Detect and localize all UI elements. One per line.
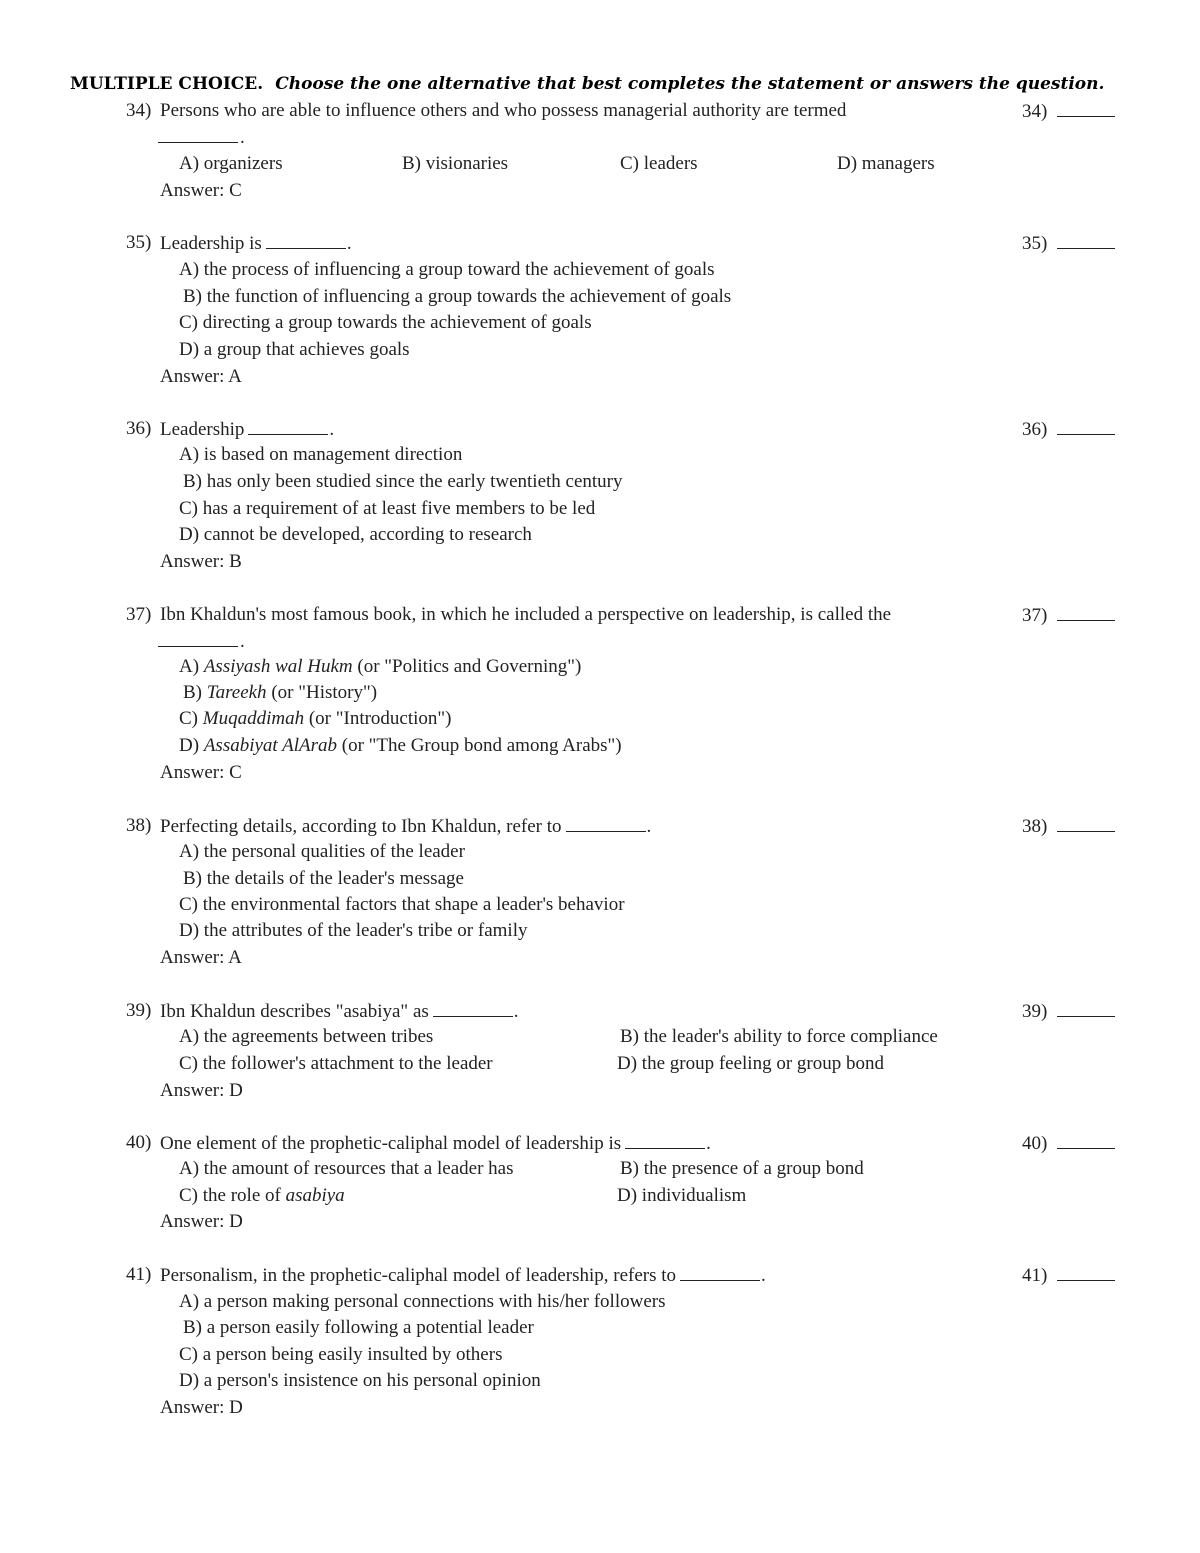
section-header bbox=[70, 74, 1150, 94]
option-letter: C) bbox=[179, 708, 203, 729]
option-text: (or "Politics and Governing") bbox=[352, 656, 582, 677]
question-stem-line bbox=[160, 815, 651, 838]
question-stem: Leadership is bbox=[160, 233, 262, 254]
answer-key: Answer: B bbox=[160, 551, 242, 572]
question-number: 41) bbox=[126, 1264, 152, 1285]
side-number: 38) bbox=[1022, 816, 1048, 837]
side-number: 36) bbox=[1022, 419, 1048, 440]
section-title: MULTIPLE CHOICE. bbox=[70, 74, 264, 94]
stem-end: . bbox=[329, 419, 335, 440]
answer-blank-label bbox=[1022, 100, 1115, 123]
question-stem: Leadership bbox=[160, 419, 245, 440]
question-stem: One element of the prophetic-caliphal model of leadership is bbox=[160, 1133, 622, 1154]
question-number: 37) bbox=[126, 604, 152, 625]
book-title: Tareekh bbox=[206, 682, 267, 703]
fill-blank bbox=[158, 126, 238, 143]
option-d[interactable]: D) individualism bbox=[617, 1185, 747, 1206]
answer-key: Answer: A bbox=[160, 947, 242, 968]
option-b[interactable]: B) visionaries bbox=[402, 153, 509, 174]
fill-blank bbox=[248, 418, 328, 435]
answer-blank-label bbox=[1022, 1264, 1115, 1287]
option-d[interactable]: D) the group feeling or group bond bbox=[617, 1053, 884, 1074]
answer-key: Answer: A bbox=[160, 366, 242, 387]
answer-blank[interactable] bbox=[1057, 100, 1115, 117]
option-a[interactable] bbox=[179, 656, 581, 678]
option-c[interactable]: C) the environmental factors that shape a leader's behavior bbox=[179, 894, 625, 915]
answer-blank-label bbox=[1022, 604, 1115, 627]
question-stem-line bbox=[160, 418, 334, 441]
book-title: Assabiyat AlArab bbox=[203, 735, 337, 756]
side-number: 35) bbox=[1022, 233, 1048, 254]
option-a[interactable]: A) a person making personal connections with his/her followers bbox=[179, 1291, 666, 1312]
option-c[interactable] bbox=[179, 1185, 345, 1207]
fill-blank bbox=[266, 232, 346, 249]
answer-blank[interactable] bbox=[1057, 604, 1115, 621]
option-c[interactable]: C) leaders bbox=[620, 153, 698, 174]
option-c[interactable]: C) a person being easily insulted by others bbox=[179, 1344, 503, 1365]
stem-end: . bbox=[240, 127, 245, 148]
option-a[interactable]: A) the personal qualities of the leader bbox=[179, 841, 465, 862]
answer-blank[interactable] bbox=[1057, 232, 1115, 249]
answer-blank[interactable] bbox=[1057, 1000, 1115, 1017]
fill-blank bbox=[566, 815, 646, 832]
option-b[interactable]: B) has only been studied since the early twentieth century bbox=[183, 471, 623, 492]
answer-blank-label bbox=[1022, 232, 1115, 255]
stem-blank-line bbox=[158, 630, 245, 653]
stem-end: . bbox=[513, 1001, 519, 1022]
question-stem: Persons who are able to influence others and who possess managerial authority are termed bbox=[160, 100, 847, 121]
fill-blank bbox=[158, 630, 238, 647]
stem-end: . bbox=[346, 233, 352, 254]
side-number: 34) bbox=[1022, 101, 1048, 122]
option-d[interactable] bbox=[179, 735, 622, 757]
option-a[interactable]: A) the amount of resources that a leader has bbox=[179, 1158, 514, 1179]
option-b[interactable]: B) the details of the leader's message bbox=[183, 868, 464, 889]
option-b[interactable]: B) the leader's ability to force compliance bbox=[620, 1026, 938, 1047]
answer-blank-label bbox=[1022, 1132, 1115, 1155]
option-b[interactable]: B) the presence of a group bond bbox=[620, 1158, 864, 1179]
stem-end: . bbox=[240, 631, 245, 652]
stem-blank-line bbox=[158, 126, 245, 149]
option-d[interactable]: D) managers bbox=[837, 153, 935, 174]
question-number: 36) bbox=[126, 418, 152, 439]
option-b[interactable]: B) a person easily following a potential leader bbox=[183, 1317, 534, 1338]
option-d[interactable]: D) a person's insistence on his personal opinion bbox=[179, 1370, 541, 1391]
option-b[interactable] bbox=[183, 682, 377, 704]
option-d[interactable]: D) the attributes of the leader's tribe or family bbox=[179, 920, 528, 941]
option-letter: B) bbox=[183, 682, 207, 703]
side-number: 37) bbox=[1022, 605, 1048, 626]
book-title: Assiyash wal Hukm bbox=[203, 656, 353, 677]
answer-key: Answer: D bbox=[160, 1211, 243, 1232]
question-number: 38) bbox=[126, 815, 152, 836]
question-stem-line bbox=[160, 1264, 766, 1287]
option-c[interactable]: C) has a requirement of at least five members to be led bbox=[179, 498, 596, 519]
question-stem: Perfecting details, according to Ibn Khaldun, refer to bbox=[160, 816, 562, 837]
side-number: 40) bbox=[1022, 1133, 1048, 1154]
option-a[interactable]: A) the agreements between tribes bbox=[179, 1026, 434, 1047]
answer-blank[interactable] bbox=[1057, 1132, 1115, 1149]
question-stem-line bbox=[160, 232, 352, 255]
stem-end: . bbox=[761, 1265, 766, 1286]
question-stem: Ibn Khaldun describes "asabiya" as bbox=[160, 1001, 429, 1022]
question-stem: Ibn Khaldun's most famous book, in which he included a perspective on leadership, is called the bbox=[160, 604, 892, 625]
question-number: 39) bbox=[126, 1000, 152, 1021]
answer-blank-label bbox=[1022, 815, 1115, 838]
italic-term: asabiya bbox=[285, 1185, 345, 1206]
answer-key: Answer: D bbox=[160, 1080, 243, 1101]
answer-key: Answer: D bbox=[160, 1397, 243, 1418]
option-letter: D) bbox=[179, 735, 204, 756]
stem-end: . bbox=[646, 816, 652, 837]
answer-blank[interactable] bbox=[1057, 1264, 1115, 1281]
option-d[interactable]: D) a group that achieves goals bbox=[179, 339, 410, 360]
fill-blank bbox=[680, 1264, 760, 1281]
question-number: 40) bbox=[126, 1132, 152, 1153]
option-c[interactable]: C) directing a group towards the achievement of goals bbox=[179, 312, 592, 333]
option-a[interactable]: A) is based on management direction bbox=[179, 444, 463, 465]
option-a[interactable]: A) organizers bbox=[179, 153, 283, 174]
fill-blank bbox=[433, 1000, 513, 1017]
option-d[interactable]: D) cannot be developed, according to research bbox=[179, 524, 532, 545]
answer-blank-label bbox=[1022, 418, 1115, 441]
option-text: (or "The Group bond among Arabs") bbox=[337, 735, 622, 756]
stem-end: . bbox=[706, 1133, 711, 1154]
answer-key: Answer: C bbox=[160, 180, 242, 201]
section-instruction: Choose the one alternative that best completes the statement or answers the question. bbox=[275, 74, 1105, 94]
option-a[interactable]: A) the process of influencing a group toward the achievement of goals bbox=[179, 259, 715, 280]
question-number: 34) bbox=[126, 100, 152, 121]
answer-blank[interactable] bbox=[1057, 815, 1115, 832]
side-number: 41) bbox=[1022, 1265, 1048, 1286]
question-number: 35) bbox=[126, 232, 152, 253]
option-b[interactable]: B) the function of influencing a group towards the achievement of goals bbox=[183, 286, 732, 307]
side-number: 39) bbox=[1022, 1001, 1048, 1022]
question-stem: Personalism, in the prophetic-caliphal model of leadership, refers to bbox=[160, 1265, 677, 1286]
question-stem-line bbox=[160, 1000, 519, 1023]
answer-blank-label bbox=[1022, 1000, 1115, 1023]
option-letter: A) bbox=[179, 656, 204, 677]
option-text: C) the role of bbox=[179, 1185, 286, 1206]
option-c[interactable]: C) the follower's attachment to the leader bbox=[179, 1053, 493, 1074]
option-c[interactable] bbox=[179, 708, 452, 730]
question-stem-line bbox=[160, 1132, 711, 1155]
option-text: (or "History") bbox=[266, 682, 378, 703]
fill-blank bbox=[625, 1132, 705, 1149]
answer-blank[interactable] bbox=[1057, 418, 1115, 435]
book-title: Muqaddimah bbox=[202, 708, 305, 729]
answer-key: Answer: C bbox=[160, 762, 242, 783]
option-text: (or "Introduction") bbox=[304, 708, 452, 729]
